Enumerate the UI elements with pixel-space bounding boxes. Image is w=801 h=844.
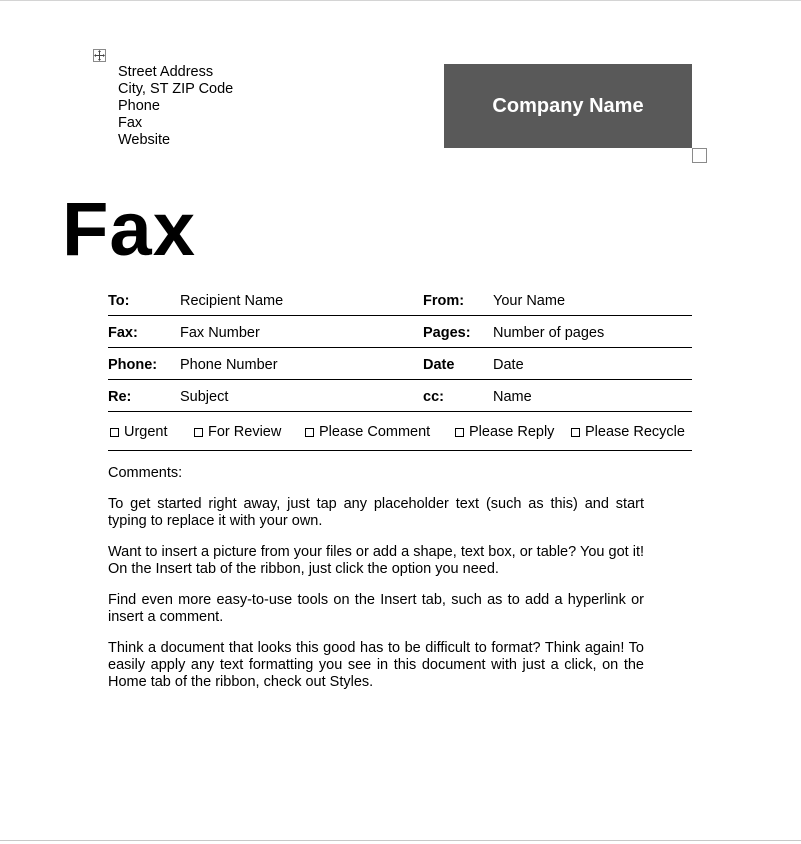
re-label: Re: — [108, 389, 132, 405]
for-review-option[interactable] — [194, 424, 281, 440]
sender-fax[interactable]: Fax — [118, 115, 143, 131]
sender-name-field[interactable]: Your Name — [493, 293, 566, 309]
checkbox-empty-icon[interactable] — [110, 428, 119, 437]
urgent-option[interactable] — [110, 424, 168, 440]
to-label: To: — [108, 293, 130, 309]
phone-number-field[interactable]: Phone Number — [180, 357, 278, 373]
page-top-edge — [0, 0, 801, 1]
table-resize-handle-icon[interactable] — [692, 148, 707, 163]
company-name-box[interactable] — [444, 64, 692, 148]
please-comment-label: Please Comment — [319, 424, 431, 440]
fax-label: Fax: — [108, 325, 138, 341]
subject-field[interactable]: Subject — [180, 389, 229, 405]
checkbox-empty-icon[interactable] — [305, 428, 314, 437]
date-label: Date — [423, 357, 455, 373]
comments-section — [108, 465, 644, 705]
company-name[interactable]: Company Name — [492, 94, 644, 117]
please-reply-label: Please Reply — [469, 424, 555, 440]
please-comment-option[interactable] — [305, 424, 430, 440]
pages-label: Pages: — [423, 325, 471, 341]
comment-paragraph[interactable]: Think a document that looks this good has to be difficult to format? Think again! To easily apply any text formatting you see in this document with just a click, on the Home tab of the ribbon, check out Styles. — [108, 640, 644, 690]
table-row — [108, 316, 692, 348]
page-bottom-edge — [0, 840, 801, 841]
table-row — [108, 348, 692, 380]
checkbox-empty-icon[interactable] — [571, 428, 580, 437]
document-title[interactable]: Fax — [62, 187, 196, 272]
comment-paragraph[interactable]: To get started right away, just tap any placeholder text (such as this) and start typing to replace it with your own. — [108, 496, 644, 529]
sender-phone[interactable]: Phone — [118, 98, 160, 114]
sender-address-block — [118, 64, 233, 149]
checkbox-empty-icon[interactable] — [455, 428, 464, 437]
city-state-zip[interactable]: City, ST ZIP Code — [118, 81, 234, 97]
fax-info-table — [108, 284, 692, 451]
table-row — [108, 380, 692, 412]
table-row — [108, 284, 692, 316]
phone-label: Phone: — [108, 357, 158, 373]
cc-name-field[interactable]: Name — [493, 389, 532, 405]
cc-label: cc: — [423, 389, 444, 405]
for-review-label: For Review — [208, 424, 282, 440]
table-move-handle-icon[interactable] — [93, 49, 106, 62]
urgent-label: Urgent — [124, 424, 168, 440]
date-field[interactable]: Date — [493, 357, 524, 373]
pages-field[interactable]: Number of pages — [493, 325, 605, 341]
from-label: From: — [423, 293, 465, 309]
please-recycle-label: Please Recycle — [585, 424, 685, 440]
checkbox-empty-icon[interactable] — [194, 428, 203, 437]
fax-options-row — [108, 412, 692, 451]
street-address[interactable]: Street Address — [118, 64, 214, 80]
comment-paragraph[interactable]: Find even more easy-to-use tools on the Insert tab, such as to add a hyperlink or insert a comment. — [108, 592, 644, 625]
sender-website[interactable]: Website — [118, 132, 171, 148]
comment-paragraph[interactable]: Want to insert a picture from your files or add a shape, text box, or table? You got it! On the Insert tab of the ribbon, just click the option you need. — [108, 544, 644, 577]
please-reply-option[interactable] — [455, 424, 554, 440]
please-recycle-option[interactable] — [571, 424, 685, 440]
recipient-name-field[interactable]: Recipient Name — [180, 293, 284, 309]
comments-heading[interactable]: Comments: — [108, 465, 183, 481]
fax-number-field[interactable]: Fax Number — [180, 325, 260, 341]
